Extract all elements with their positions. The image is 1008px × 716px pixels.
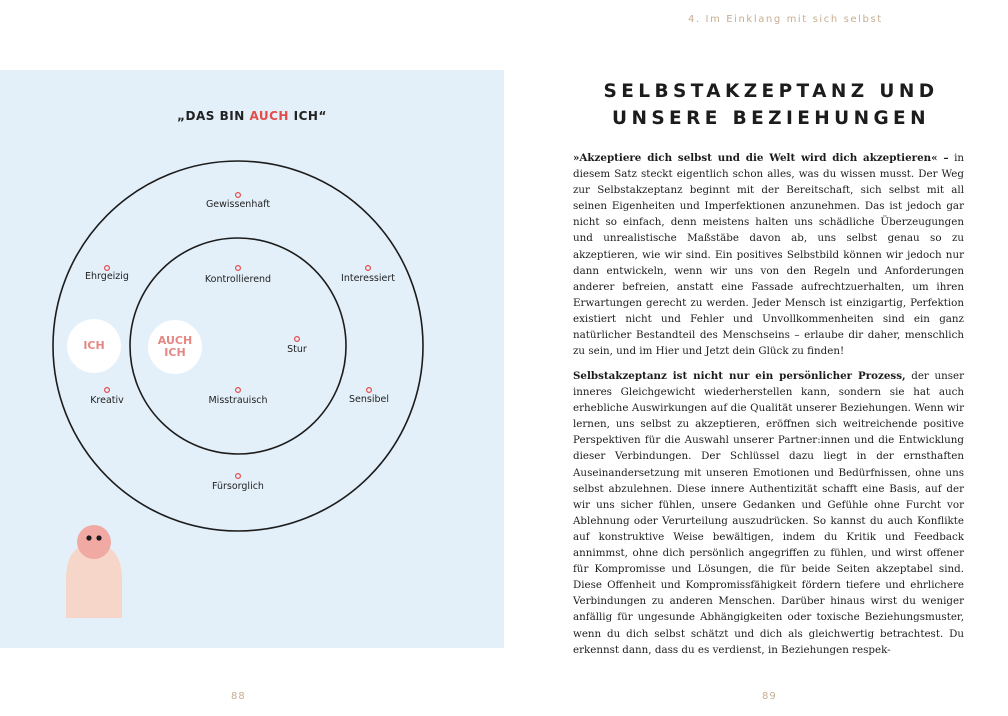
trait-kontrollierend: Kontrollierend <box>204 274 272 285</box>
trait-dot <box>105 388 110 393</box>
trait-dot <box>366 266 371 271</box>
bubble-ich <box>67 319 121 373</box>
paragraph-2-lead: Selbstakzeptanz ist nicht nur ein persönlicher Prozess, <box>573 370 906 382</box>
trait-fuersorglich: Fürsorglich <box>212 481 264 492</box>
page-number-right: 89 <box>762 691 777 702</box>
trait-dot <box>105 266 110 271</box>
heading-line: UNSERE BEZIEHUNGEN <box>612 108 930 129</box>
trait-dot <box>236 193 241 198</box>
bubble-ich-line: ICH <box>164 346 186 359</box>
figure-eye <box>86 535 91 540</box>
bubble-auch-ich <box>148 320 202 374</box>
trait-dot <box>367 388 372 393</box>
trait-dot <box>236 266 241 271</box>
bubble-ich-label: ICH <box>83 339 105 352</box>
paragraph-2 <box>573 368 964 658</box>
paragraph-2-body: der unser inneres Gleichgewicht wiederherstellen kann, sondern sie hat auch erhebliche Auswirkungen auf die Qualität unserer Beziehungen. Wenn wir lernen, uns selbst zu akzeptieren, eröffnen sich weitreichende positive Perspektiven für die Auswahl unserer Partner:innen und die Entwicklung dieser Verbindungen. Der Schlüssel dazu liegt in der ernsthaften Auseinandersetzung mit unseren Emotionen und Bedürfnissen, ohne uns selbst abzulehnen. Diese innere Authentizität schafft eine Basis, auf der wir uns sicher fühlen, unsere Gedanken und Gefühle ohne Furcht vor Ablehnung oder Verurteilung auszudrücken. So kannst du auch Konflikte auf konstruktive Weise bewältigen, indem du Kritik und Feedback annimmst, ohne dich persönlich angegriffen zu fühlen, und wirst offener für Kompromisse und Lösungen, die für beide Seiten akzeptabel sind. Diese Offenheit und Kompromissfähigkeit fördern tiefere und ehrlichere Verbindungen zu anderen Menschen. Darüber hinaus wirst du weniger anfällig für ungesunde Abhängigkeiten oder toxische Beziehungsmuster, wenn du dich selbst schätzt und dich als gleichwertig betrachtest. Du erkennst dann, dass du es verdienst, in Beziehungen respek- <box>573 370 965 656</box>
paragraph-1-lead: »Akzeptiere dich selbst und die Welt wird dich akzeptieren« – <box>573 152 949 164</box>
figure-eye <box>96 535 101 540</box>
trait-ehrgeizig: Ehrgeizig <box>85 271 129 282</box>
trait-dot <box>236 474 241 479</box>
diagram-title-end: ICH“ <box>288 109 327 123</box>
diagram-title-accent: AUCH <box>249 109 289 123</box>
chapter-heading <box>556 78 986 132</box>
diagram-title-start: „DAS BIN <box>177 109 250 123</box>
figure-head <box>77 525 111 559</box>
trait-interessiert: Interessiert <box>341 273 395 284</box>
trait-dot <box>236 388 241 393</box>
paragraph-1-body: in diesem Satz steckt eigentlich schon alles, was du wissen musst. Der Weg zur Selbstakzeptanz beginnt mit der Bereitschaft, sich selbst mit all seinen Eigenheiten und Imperfektionen anzunehmen. Das ist jedoch gar nicht so einfach, denn meistens halten uns schädliche Überzeugungen und unrealistische Maßstäbe davon ab, uns selbst genau so zu akzeptieren, wie wir sind. Ein positives Selbstbild können wir jedoch nur dann entwickeln, wenn wir uns von den Regeln und Anforderungen anderer befreien, anstatt eine Fassade aufrechtzuerhalten, um ihren Erwartungen gerecht zu werden. Jeder Mensch ist einzigartig, Perfektion existiert nicht und Fehler und Unvollkommenheiten sind ein ganz natürlicher Bestandteil des Menschseins – erlaube dir daher, menschlich zu sein, und im Hier und Jetzt dein Glück zu finden! <box>573 152 965 358</box>
trait-sensibel: Sensibel <box>349 394 389 405</box>
page-number-left: 88 <box>231 691 246 702</box>
heading-line: SELBSTAKZEPTANZ UND <box>603 81 939 102</box>
trait-dot <box>295 337 300 342</box>
trait-kreativ: Kreativ <box>90 395 124 406</box>
person-figure <box>66 525 122 618</box>
running-head: 4. Im Einklang mit sich selbst <box>688 14 883 25</box>
trait-gewissenhaft: Gewissenhaft <box>205 199 271 210</box>
bubble-auch-ich-label <box>158 335 192 359</box>
trait-stur: Stur <box>287 344 307 355</box>
paragraph-1 <box>573 150 964 359</box>
bubble-auch-line: AUCH <box>157 334 193 347</box>
trait-misstrauisch: Misstrauisch <box>208 395 268 406</box>
